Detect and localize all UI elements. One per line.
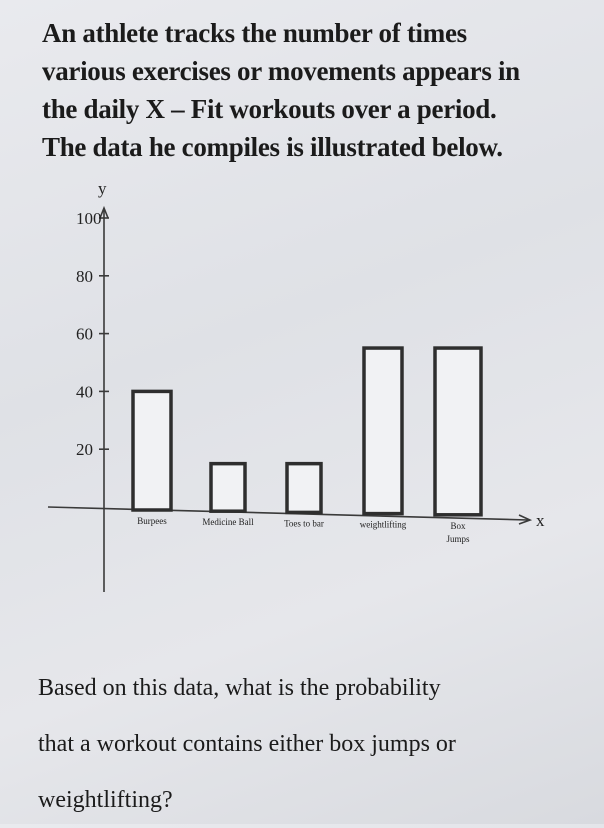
x-category-label: Box (450, 520, 466, 531)
y-tick-label: 40 (76, 382, 93, 402)
bar (287, 464, 321, 513)
x-category-label: Jumps (446, 533, 470, 544)
question-line: the daily X – Fit workouts over a period. (42, 94, 497, 124)
followup-line: Based on this data, what is the probability (38, 675, 441, 701)
y-tick-label: 80 (76, 266, 93, 286)
question-line: The data he compiles is illustrated below. (42, 132, 503, 162)
x-category-label: Burpees (137, 516, 167, 526)
bar (133, 391, 171, 510)
x-category-label: Toes to bar (284, 518, 324, 529)
x-axis-label: x (536, 511, 545, 530)
y-tick-label: 20 (76, 440, 93, 460)
followup-line: that a workout contains either box jumps or (38, 731, 456, 757)
followup-line: weightlifting? (38, 787, 173, 813)
x-category-label: weightlifting (359, 519, 407, 530)
followup-question (38, 660, 578, 828)
x-category-label: Medicine Ball (202, 517, 254, 528)
question-line: various exercises or movements appears in (42, 56, 520, 86)
question-line: An athlete tracks the number of times (42, 18, 467, 48)
bar (435, 348, 481, 515)
y-axis-label: y (98, 179, 107, 198)
y-tick-label: 100 (76, 209, 102, 228)
bar (211, 464, 245, 512)
bar-chart-svg (0, 170, 604, 610)
bar-chart (0, 170, 604, 610)
bar (364, 348, 402, 514)
question-text (42, 14, 582, 166)
y-tick-label: 60 (76, 324, 93, 344)
